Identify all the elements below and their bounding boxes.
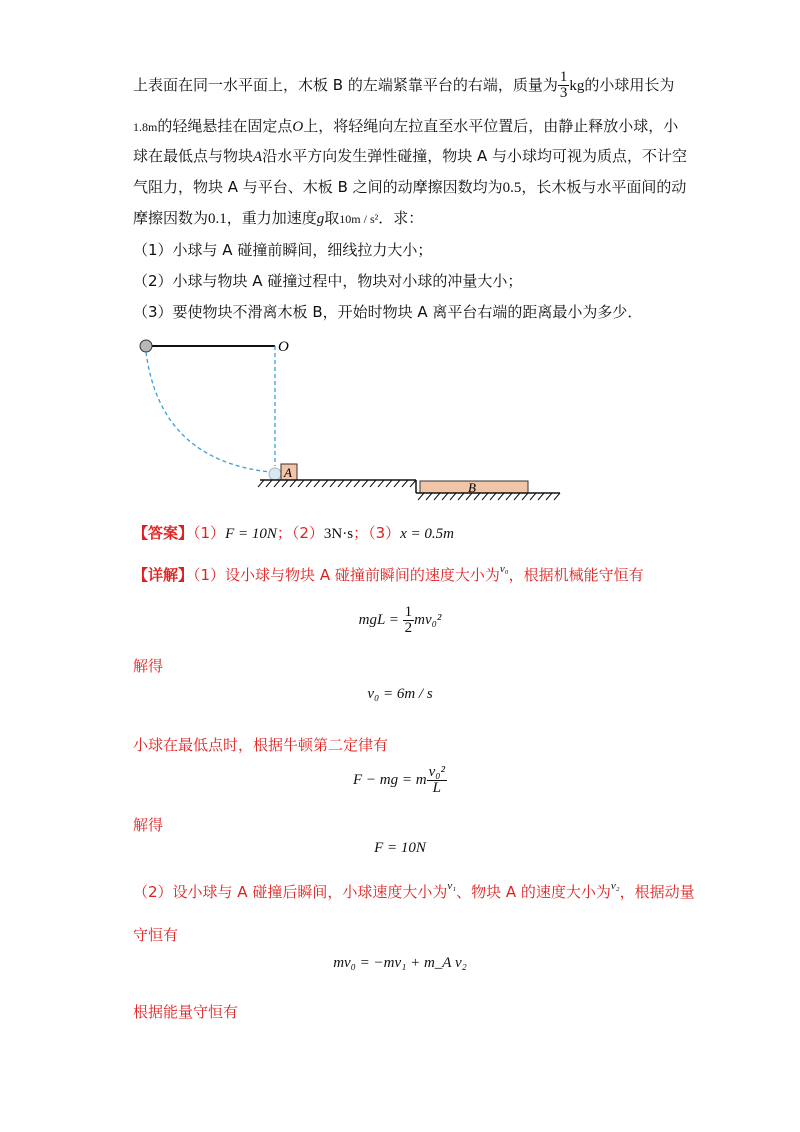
problem-text: ，长木板与水平面间的动 [521,178,687,196]
mass-fraction [558,70,570,101]
detail-newton-text: 小球在最低点时，根据牛顿第二定律有 [133,736,389,754]
eq1-fraction [403,605,415,636]
problem-text: 上，将轻绳向左拉直至水平位置后，由静止释放小球，小 [303,117,679,135]
detail-text: ，根据动量 [619,883,695,901]
point-O: O [292,119,304,135]
symbol-v1: v₁ [447,880,457,892]
detail-text: 、物块 A 的速度大小为 [456,883,611,901]
friction-coefficient-2: 0.1 [208,211,227,227]
problem-text: 球在最低点与物块 [133,147,254,165]
detail-text: （1）设小球与物块 A 碰撞前瞬间的速度大小为 [193,566,500,584]
ground-hatching [418,493,560,500]
eq4: F = 10N [374,840,426,856]
eq3-lhs: F − mg = m [353,771,427,788]
swing-arc-dashed [146,352,270,472]
problem-text: 摩擦因数为 [133,209,209,227]
problem-text: 的轻绳悬挂在固定点 [157,117,293,135]
eq3-fraction [427,765,447,796]
eq1-lhs: mgL = [358,611,399,628]
equation-F [0,840,800,857]
answer-part: （1） [193,524,226,542]
answer-line [133,523,454,544]
answer-tag: 【答案】 [133,524,194,542]
problem-line-5 [133,208,423,229]
rope-length: 1.8m [133,120,158,134]
equation-energy [0,605,800,636]
detail-text: （2）设小球与 A 碰撞后瞬间，小球速度大小为 [133,883,448,901]
ball-bottom [269,468,281,480]
gravity-symbol: g [316,211,325,227]
friction-coefficient-1: 0.5 [502,180,522,196]
answer-1: F = 10N [225,526,277,542]
eq3-numerator: v₀² [428,764,445,780]
question-3: （3）要使物块不滑离木板 B，开始时物块 A 离平台右端的距离最小为多少． [133,303,643,321]
question-1: （1）小球与 A 碰撞前瞬间，细线拉力大小； [133,241,433,259]
problem-text: 沿水平方向发生弹性碰撞，物块 A 与小球均可视为质点，不计空 [262,147,687,165]
mass-unit: kg [569,78,585,94]
label-O: O [278,339,289,355]
problem-text: 取 [324,209,340,227]
eq1-rhs: mv₀² [414,611,442,628]
solve-label-1: 解得 [133,657,164,675]
equation-newton [0,765,800,796]
answer-2: 3N·s [323,526,354,542]
detail-momentum-text [133,882,695,904]
problem-line-2 [133,116,678,137]
problem-text: 的小球用长为 [584,76,675,94]
problem-text: 上表面在同一水平面上，木板 B 的左端紧靠平台的右端，质量为 [133,76,558,94]
problem-text: ．求： [378,209,424,227]
detail-line-1 [133,565,644,587]
eq5: mv₀ = −mv₁ + m_A v₂ [333,955,467,971]
symbol-v0: v₀ [499,563,509,575]
gravity-value: 10m / s² [339,212,379,226]
problem-line-4 [133,177,686,198]
fraction-denominator: 3 [559,85,568,101]
label-B: B [468,480,476,495]
eq2: v₀ = 6m / s [367,686,433,702]
problem-text: ，重力加速度 [226,209,317,227]
detail-momentum-text-2: 守恒有 [133,926,179,944]
detail-energy-text: 根据能量守恒有 [133,1003,239,1021]
answer-3: x = 0.5m [400,526,454,542]
answer-part: ；（3） [353,524,401,542]
symbol-v2: v₂ [610,880,620,892]
solve-label-2: 解得 [133,816,164,834]
equation-momentum [0,955,800,972]
eq3-denominator: L [432,780,441,796]
block-A-label: A [253,149,263,165]
question-2: （2）小球与物块 A 碰撞过程中，物块对小球的冲量大小； [133,272,523,290]
fraction-numerator: 1 [559,69,568,85]
ball-initial [140,340,152,352]
equation-v0 [0,686,800,703]
eq1-numerator: 1 [404,604,413,620]
label-A: A [284,465,292,480]
problem-text: 气阻力，物块 A 与平台、木板 B 之间的动摩擦因数均为 [133,178,503,196]
problem-line-3 [133,146,687,167]
problem-line-1 [133,70,674,101]
answer-part: ；（2） [276,524,324,542]
platform-hatching [258,480,416,487]
detail-text: ，根据机械能守恒有 [508,566,644,584]
eq1-denominator: 2 [404,620,413,636]
physics-diagram [130,330,570,505]
detail-tag: 【详解】 [133,566,194,584]
